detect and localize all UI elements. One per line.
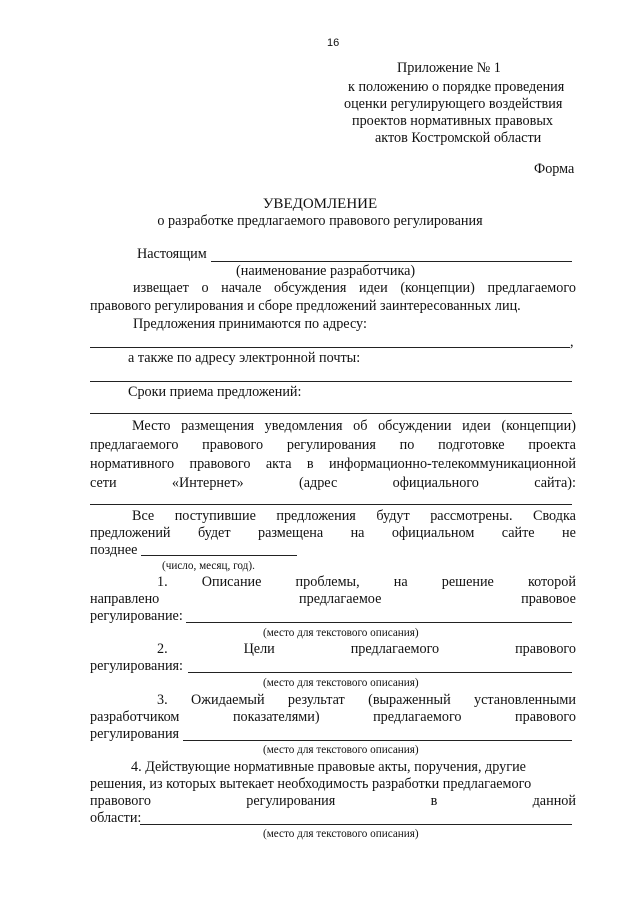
notifies-word: обсуждения xyxy=(274,280,347,296)
place-word: регулирования xyxy=(286,437,376,453)
place-word: официального xyxy=(392,475,479,491)
all-word: будет xyxy=(197,525,231,541)
item1-line-2 xyxy=(90,591,576,608)
place-word: уведомления xyxy=(264,418,343,434)
place-word: по xyxy=(399,437,415,453)
item1-word: на xyxy=(393,574,408,590)
place-word: информационно-телекоммуникационной xyxy=(328,456,576,472)
notifies-line-2: правового регулирования и сборе предложений заинтересованных лиц. xyxy=(90,298,521,314)
all-word: размещена xyxy=(257,525,324,541)
place-word: об xyxy=(353,418,368,434)
place-word: сети xyxy=(90,475,117,491)
place-word: в xyxy=(306,456,314,472)
item3-line-1 xyxy=(157,692,576,709)
address-label: Предложения принимаются по адресу: xyxy=(133,316,367,332)
item3-word: предлагаемого xyxy=(373,709,462,725)
all-word: Сводка xyxy=(532,508,576,524)
place-word: правового xyxy=(202,437,264,453)
item4-word: данной xyxy=(532,793,576,809)
appendix-title: Приложение № 1 xyxy=(397,60,501,76)
notice-subtitle: о разработке предлагаемого правового регулирования xyxy=(157,213,483,229)
date-field[interactable] xyxy=(141,555,297,556)
item1-word: Описание xyxy=(201,574,262,590)
place-line-2 xyxy=(90,437,576,454)
item1-word: правовое xyxy=(521,591,576,607)
item4-line-3 xyxy=(90,793,576,810)
place-word: нормативного xyxy=(90,456,175,472)
notifies-word: начале xyxy=(221,280,262,296)
place-word: «Интернет» xyxy=(171,475,244,491)
place-word: идеи xyxy=(462,418,491,434)
website-field[interactable] xyxy=(90,504,572,505)
date-caption: (число, месяц, год). xyxy=(162,560,255,572)
item1-caption: (место для текстового описания) xyxy=(263,627,419,639)
item1-label: регулирование: xyxy=(90,608,183,624)
notifies-line-1 xyxy=(133,280,576,297)
deadline-label: Сроки приема предложений: xyxy=(128,384,302,400)
place-word: Место xyxy=(132,418,171,434)
place-line-4 xyxy=(90,475,576,492)
item3-word: установленными xyxy=(474,692,576,708)
address-field[interactable] xyxy=(90,347,570,348)
all-line-2 xyxy=(90,525,576,542)
appendix-line-2: оценки регулирующего воздействия xyxy=(344,96,563,112)
page-number: 16 xyxy=(327,37,340,49)
place-line-1 xyxy=(132,418,576,435)
all-line-1 xyxy=(132,508,576,525)
item3-line-2 xyxy=(90,709,576,726)
item3-word: показателями) xyxy=(232,709,320,725)
address-comma: , xyxy=(570,334,574,350)
item3-word: результат xyxy=(287,692,345,708)
item4-caption: (место для текстового описания) xyxy=(263,828,419,840)
place-word: предлагаемого xyxy=(90,437,179,453)
all-word: предложения xyxy=(276,508,356,524)
place-word: проекта xyxy=(528,437,576,453)
item4-word: в xyxy=(430,793,438,809)
all-word: Все xyxy=(132,508,155,524)
place-word: (адрес xyxy=(298,475,338,491)
notifies-word: идеи xyxy=(359,280,388,296)
deadline-field[interactable] xyxy=(90,413,572,414)
item1-word: решение xyxy=(441,574,494,590)
item4-word: регулирования xyxy=(246,793,336,809)
notifies-word: предлагаемого xyxy=(487,280,576,296)
item1-field[interactable] xyxy=(186,622,572,623)
item2-line-1 xyxy=(157,641,576,658)
notifies-word: о xyxy=(201,280,209,296)
item3-field[interactable] xyxy=(183,740,572,741)
place-word: обсуждении xyxy=(378,418,452,434)
item4-word: правового xyxy=(90,793,151,809)
developer-caption: (наименование разработчика) xyxy=(236,263,416,279)
item4-label: области: xyxy=(90,810,142,826)
item4-line-2: решения, из которых вытекает необходимость разработки предлагаемого xyxy=(90,776,532,792)
item4-field[interactable] xyxy=(140,824,572,825)
appendix-line-4: актов Костромской области xyxy=(375,130,542,146)
item3-caption: (место для текстового описания) xyxy=(263,744,419,756)
item2-word: правового xyxy=(515,641,576,657)
item1-word: направлено xyxy=(90,591,160,607)
all-word: будут xyxy=(376,508,410,524)
item2-word: 2. xyxy=(157,641,168,657)
notice-title: УВЕДОМЛЕНИЕ xyxy=(262,196,378,212)
appendix-line-1: к положению о порядке проведения xyxy=(348,79,565,95)
developer-name-field[interactable] xyxy=(211,261,572,262)
all-word: поступившие xyxy=(174,508,256,524)
all-word: рассмотрены. xyxy=(430,508,513,524)
place-word: (концепции) xyxy=(501,418,576,434)
item2-caption: (место для текстового описания) xyxy=(263,677,419,689)
place-word: акта xyxy=(265,456,292,472)
place-word: подготовке xyxy=(438,437,505,453)
email-label: а также по адресу электронной почты: xyxy=(128,350,361,366)
item3-word: (выраженный xyxy=(368,692,451,708)
form-label: Форма xyxy=(534,161,575,177)
email-field[interactable] xyxy=(90,381,572,382)
all-word: на xyxy=(350,525,365,541)
later-label: позднее xyxy=(90,542,138,558)
item2-label: регулирования: xyxy=(90,658,184,674)
item1-word: предлагаемое xyxy=(299,591,382,607)
item1-word: 1. xyxy=(157,574,168,590)
item2-field[interactable] xyxy=(188,672,572,673)
all-word: предложений xyxy=(90,525,171,541)
appendix-line-3: проектов нормативных правовых xyxy=(352,113,553,129)
notifies-word: (концепции) xyxy=(400,280,475,296)
item3-word: Ожидаемый xyxy=(190,692,265,708)
item1-word: проблемы, xyxy=(295,574,360,590)
place-word: сайта): xyxy=(534,475,576,491)
item2-word: предлагаемого xyxy=(350,641,440,657)
notifies-word: извещает xyxy=(133,280,189,296)
item3-label: регулирования xyxy=(90,726,180,742)
item4-line-1: 4. Действующие нормативные правовые акты, поручения, другие xyxy=(131,759,526,775)
item3-word: правового xyxy=(515,709,576,725)
all-word: сайте xyxy=(501,525,535,541)
item2-word: Цели xyxy=(243,641,275,657)
item3-word: 3. xyxy=(157,692,168,708)
item1-line-1 xyxy=(157,574,576,591)
all-word: официальном xyxy=(391,525,475,541)
place-word: правового xyxy=(189,456,251,472)
place-word: размещения xyxy=(181,418,255,434)
present-label: Настоящим xyxy=(137,246,207,262)
item3-word: разработчиком xyxy=(90,709,180,725)
item1-word: которой xyxy=(527,574,576,590)
all-word: не xyxy=(562,525,576,541)
place-line-3 xyxy=(90,456,576,473)
